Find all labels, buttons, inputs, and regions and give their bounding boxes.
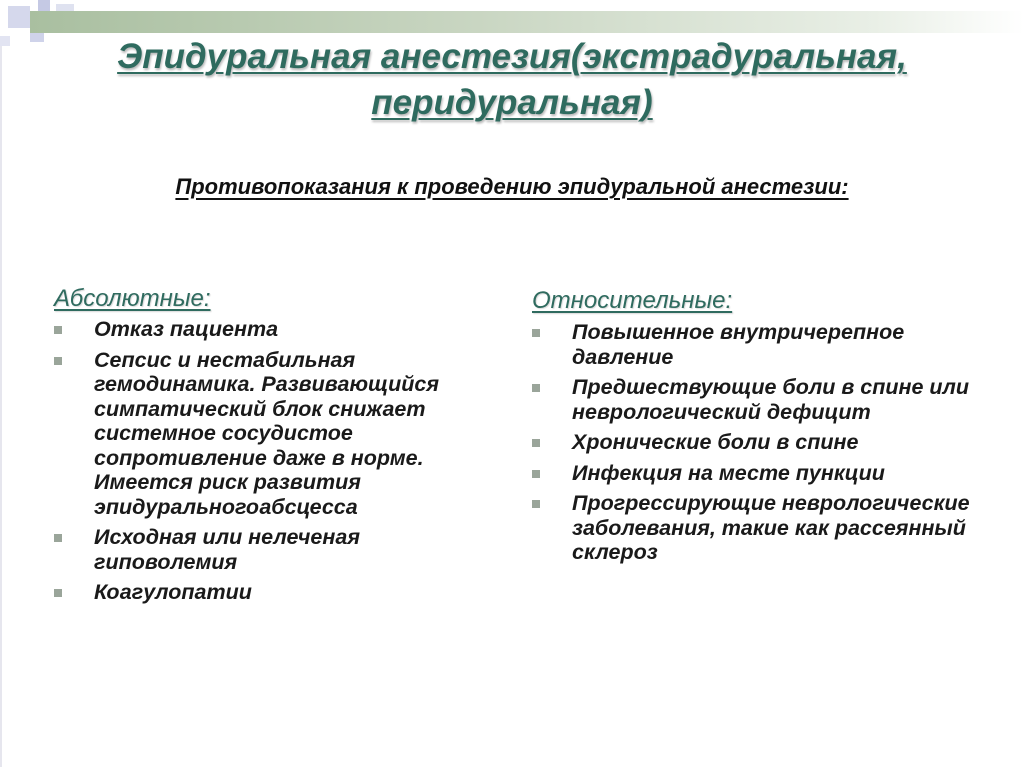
list-item-text: Хронические боли в спине xyxy=(572,430,859,454)
absolute-list xyxy=(54,317,494,605)
slide-title-line-1: Эпидуральная анестезия(экстрадуральная, xyxy=(117,37,907,76)
list-item xyxy=(54,317,494,342)
square-bullet-icon xyxy=(532,500,540,508)
decorative-square xyxy=(0,36,10,46)
square-bullet-icon xyxy=(54,357,62,365)
relative-list xyxy=(532,320,1002,565)
list-item xyxy=(54,580,494,605)
list-item-text: Повышенное внутричерепное давление xyxy=(572,320,905,369)
list-item xyxy=(532,491,1002,565)
slide-title xyxy=(40,34,984,126)
left-border-line xyxy=(0,46,2,767)
list-item-text: Отказ пациента xyxy=(94,317,279,341)
list-item xyxy=(532,375,1002,424)
list-item-text: Коагулопатии xyxy=(94,580,252,604)
square-bullet-icon xyxy=(532,470,540,478)
list-item-text: Исходная или нелеченая гиповолемия xyxy=(94,525,360,574)
list-item xyxy=(54,525,494,574)
header-gradient-bar xyxy=(30,11,1024,33)
square-bullet-icon xyxy=(54,326,62,334)
square-bullet-icon xyxy=(532,439,540,447)
square-bullet-icon xyxy=(54,589,62,597)
relative-heading: Относительные: xyxy=(532,287,733,314)
list-item-text: Сепсис и нестабильная гемодинамика. Развивающийся симпатический блок снижает системное сосудистое сопротивление даже в норме. Имеется риск развития эпидуральногоабсцесса xyxy=(94,347,440,519)
square-bullet-icon xyxy=(532,329,540,337)
list-item-text: Инфекция на месте пункции xyxy=(572,460,885,485)
square-bullet-icon xyxy=(532,384,540,392)
absolute-contraindications-column xyxy=(54,284,494,611)
list-item xyxy=(532,461,1002,486)
list-item xyxy=(532,430,1002,455)
list-item xyxy=(532,320,1002,369)
list-item-text: Прогрессирующие неврологические заболевания, такие как рассеянный склероз xyxy=(572,491,970,564)
absolute-heading: Абсолютные: xyxy=(54,285,211,312)
slide-title-line-2: перидуральная) xyxy=(371,83,653,122)
relative-contraindications-column xyxy=(532,284,1002,571)
slide-subtitle: Противопоказания к проведению эпидуральной анестезии: xyxy=(175,174,849,199)
decorative-square xyxy=(8,6,30,28)
list-item xyxy=(54,348,494,520)
square-bullet-icon xyxy=(54,534,62,542)
list-item-text: Предшествующие боли в спине или неврологический дефицит xyxy=(572,375,970,424)
